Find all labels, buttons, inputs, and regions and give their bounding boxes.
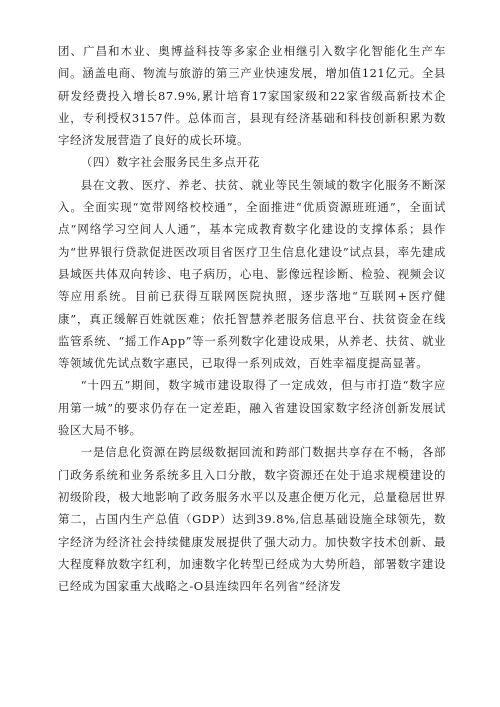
section-heading-digital-society: （四）数字社会服务民生多点开花 (80, 155, 260, 170)
document-page (58, 40, 446, 597)
paragraph-livelihood-services: 县在文教、医疗、养老、扶贫、就业等民生领域的数字化服务不断深入。全面实现“宽带网络校校通”，全面推进“优质资源班班通”，全面试点“网络学习空间人人通”，基本完成教育数字化建设的支撑体系；县作为“世界银行贷款促进医改项目省医疗卫生信息化建设”试点县，率先建成县域医共体双向转诊、电子病历，心电、影像远程诊断、检验、视频会议等应用系统。目前已获得互联网医院执照，逐步落地“互联网+医疗健康”，真正缓解百姓就医难；依托智慧养老服务信息平台、扶贫资金在线监管系统、“摇工作App”等一系列数字化建设成果，从养老、扶贫、就业等领域优先试点数字惠民，已取得一系列成效，百姓幸福度提高显著。 (58, 177, 446, 371)
paragraph-fourteenth-five-year: “十四五”期间，数字城市建设取得了一定成效，但与市打造“数字应用第一城”的要求仍存在一定差距，融入省建设国家数字经济创新发展试验区大局不够。 (58, 378, 446, 438)
paragraph-economy-continuation: 团、广昌和木业、奥博益科技等多家企业相继引入数字化智能化生产车间。涵盖电商、物流与旅游的第三产业快速发展，增加值121亿元。全县研发经费投入增长87.9%,累计培育17家国家级和22家省级高新技术企业，专利授权3157件。总体而言，县现有经济基础和科技创新积累为数字经济发展营造了良好的成长环境。 (58, 44, 446, 148)
paragraph-information-resources: 一是信息化资源在跨层级数据回流和跨部门数据共享存在不畅，各部门政务系统和业务系统多且入口分散，数字资源还在处于追求规模建设的初级阶段，极大地影响了政务服务水平以及惠企便万化元，总量稳居世界第二，占国内生产总值（GDP）达到39.8%,信息基础设施全球领先，数字经济为经济社会持续健康发展提供了强大动力。加快数字技术创新、最大程度释放数字红利，加速数字化转型已经成为大势所趋，部署数字建设已经成为国家重大战略之-O县连续四年名列省“经济发 (58, 445, 446, 594)
